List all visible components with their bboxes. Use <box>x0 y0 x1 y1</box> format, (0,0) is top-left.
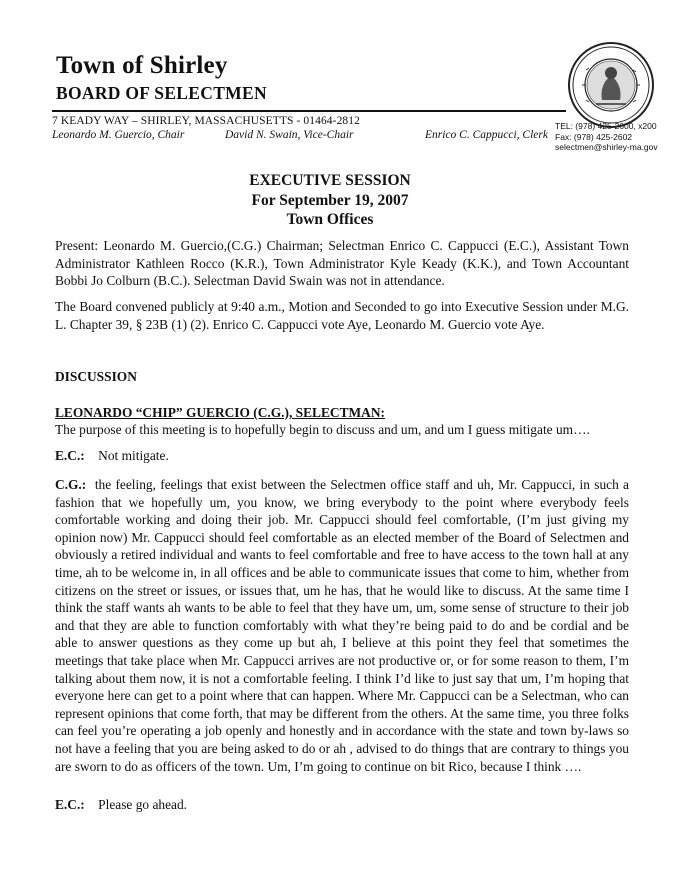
board-name: BOARD OF SELECTMEN <box>56 83 267 103</box>
session-date: For September 19, 2007 <box>251 192 409 209</box>
vice-chair: David N. Swain, Vice-Chair <box>225 129 354 141</box>
address: 7 KEADY WAY – SHIRLEY, MASSACHUSETTS - 01464-2812 <box>52 115 360 127</box>
speech-text: Not mitigate. <box>98 448 169 463</box>
purpose-statement: The purpose of this meeting is to hopefully begin to discuss and um, and um I guess mitigate um…. <box>55 422 590 437</box>
speaker-label: E.C.: <box>55 448 85 463</box>
fax: Fax: (978) 425-2602 <box>555 131 633 142</box>
discussion-heading: DISCUSSION <box>55 369 137 384</box>
speech-text: the feeling, feelings that exist between the Selectmen office staff and uh, Mr. Cappucci, in such a fashion that we hopefully um, you know, we bring everybody to the point where everybody feels comfortable working and doing their job. Mr. Cappucci should feel comfortable, (I’m just giving my opinion now) Mr. Cappucci should feel comfortable as an elected member of the Board of Selectmen and obviously a retired individual and wants to feel comfortable and free to have access to the town hall at any time, ah to be welcome in, in all offices and be able to communicate issues that come to him, whether from citizens on the street or issues, or issues that, um he has, that he would like to discuss. At the same time I think the staff wants ah wants to be able to feel that they have um, um, some sense of structure to their job and that they are able to function comfortably with what they’re being paid to do and be cordial and be able to answer questions as they come up but ah, I believe at this point they feel that sometimes the meetings that take place when Mr. Cappucci arrives are not productive or, or for some reason to them, I’m talking about them now, it is not a comfortable feeling. I think I’d like to just say that um, I’m hoping that everyone here can get to a point where that can happen. Where Mr. Cappucci can be a Selectman, who can represent opinions that come forth, that may be different from the others. At the same time, you three folks can feel you’re operating a job openly and honestly and in accordance with the state and town by-laws so not have a feeling that you are being asked to do or ah , advised to do things that are contrary to things you are sworn to do as officers of the town. Um, I’m going to continue on bit Rico, because I think …. <box>55 477 629 774</box>
chair: Leonardo M. Guercio, Chair <box>52 129 185 141</box>
speaker-heading: LEONARDO “CHIP” GUERCIO (C.G.), SELECTMAN: <box>55 405 385 420</box>
cg-statement <box>55 476 629 775</box>
officers-line <box>52 129 552 143</box>
speech-text: Please go ahead. <box>98 797 188 812</box>
phone: TEL: (978) 425-2600, x200 <box>555 121 657 131</box>
attendance-paragraph: Present: Leonardo M. Guercio,(C.G.) Chairman; Selectman Enrico C. Cappucci (E.C.), Assistant Town Administrator Kathleen Rocco (K.R.), Town Administrator Kyle Keady (K.K.), and Town Accountant Bobbi Jo Colburn (B.C.). Selectman David Swain was not in attendance. <box>55 238 629 289</box>
ec-statement-2 <box>55 796 629 814</box>
speaker-label: C.G.: <box>55 477 87 492</box>
ec-statement-1 <box>55 447 629 465</box>
session-location: Town Offices <box>286 211 374 228</box>
session-title: EXECUTIVE SESSION <box>249 172 411 189</box>
header-divider <box>52 110 566 112</box>
convened-paragraph: The Board convened publicly at 9:40 a.m., Motion and Seconded to go into Executive Session under M.G. L. Chapter 39, § 23B (1) (2). Enrico C. Cappucci vote Aye, Leonardo M. Guercio vote Aye. <box>55 299 629 332</box>
speaker-label: E.C.: <box>55 797 85 812</box>
email: selectmen@shirley-ma.gov <box>555 142 658 152</box>
clerk: Enrico C. Cappucci, Clerk <box>425 129 548 141</box>
town-seal-icon <box>566 40 656 130</box>
town-name: Town of Shirley <box>56 52 228 79</box>
